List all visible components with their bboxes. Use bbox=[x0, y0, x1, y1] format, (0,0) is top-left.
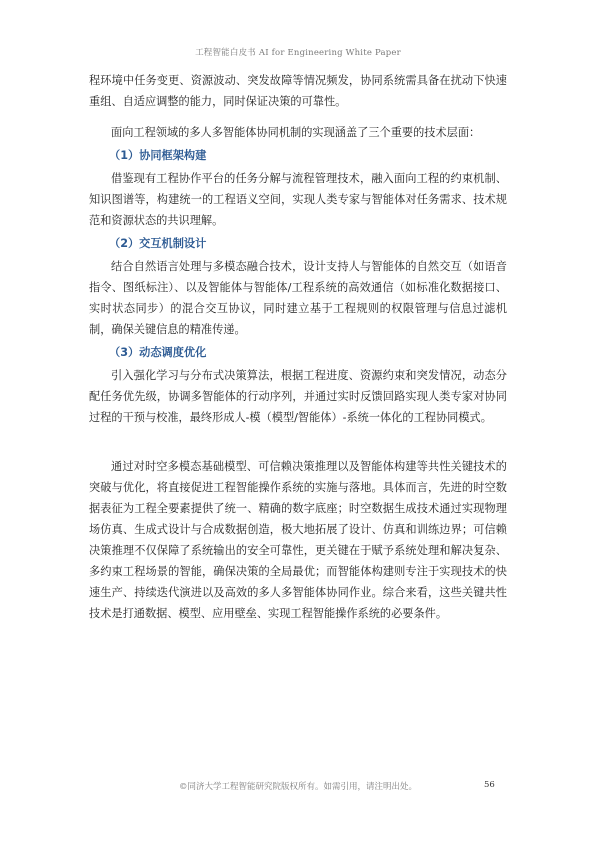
copyright-notice: ©同济大学工程智能研究院版权所有。如需引用，请注明出处。 bbox=[178, 782, 417, 792]
section-text-scheduling: 引入强化学习与分布式决策算法，根据工程进度、资源约束和突发情况，动态分配任务优先级，协调多智能体的行动序列，并通过实时反馈回路实现人类专家对协同过程的干预与校准，最终形成人-模（模型/智能体）-系统一体化的工程协同模式。 bbox=[89, 369, 507, 424]
running-header: 工程智能白皮书 AI for Engineering White Paper bbox=[195, 48, 401, 58]
paragraph-intro: 面向工程领域的多人多智能体协同机制的实现涵盖了三个重要的技术层面： bbox=[111, 126, 481, 139]
section-text-framework: 借鉴现有工程协作平台的任务分解与流程管理技术，融入面向工程的约束机制、知识图谱等，构建统一的工程语义空间，实现人类专家与智能体对任务需求、技术规范和资源状态的共识理解。 bbox=[89, 172, 507, 227]
section-text-interaction: 结合自然语言处理与多模态融合技术，设计支持人与智能体的自然交互（如语音指令、图纸标注）、以及智能体与智能体/工程系统的高效通信（如标准化数据接口、实时状态同步）的混合交互协议，同时建立基于工程规则的权限管理与信息过滤机制，确保关键信息的精准传递。 bbox=[89, 260, 507, 336]
section-heading-interaction: （2）交互机制设计 bbox=[109, 237, 207, 250]
paragraph-continued: 程环境中任务变更、资源波动、突发故障等情况频发，协同系统需具备在扰动下快速重组、自适应调整的能力，同时保证决策的可靠性。 bbox=[89, 74, 507, 108]
page-number: 56 bbox=[484, 780, 495, 790]
section-heading-scheduling: （3）动态调度优化 bbox=[109, 346, 207, 359]
paragraph-summary: 通过对时空多模态基础模型、可信赖决策推理以及智能体构建等共性关键技术的突破与优化，将直接促进工程智能操作系统的实施与落地。具体而言，先进的时空数据表征为工程全要素提供了统一、精确的数字底座；时空数据生成技术通过实现物理场仿真、生成式设计与合成数据创造，极大地拓展了设计、仿真和训练边界；可信赖决策推理不仅保障了系统输出的安全可靠性，更关键在于赋予系统处理和解决复杂、多约束工程场景的智能，确保决策的全局最优；而智能体构建则专注于实现技术的快速生产、持续迭代演进以及高效的多人多智能体协同作业。综合来看，这些关键共性技术是打通数据、模型、应用壁垒、实现工程智能操作系统的必要条件。 bbox=[89, 460, 507, 620]
page-body bbox=[89, 70, 507, 624]
section-heading-framework: （1）协同框架构建 bbox=[109, 149, 207, 162]
